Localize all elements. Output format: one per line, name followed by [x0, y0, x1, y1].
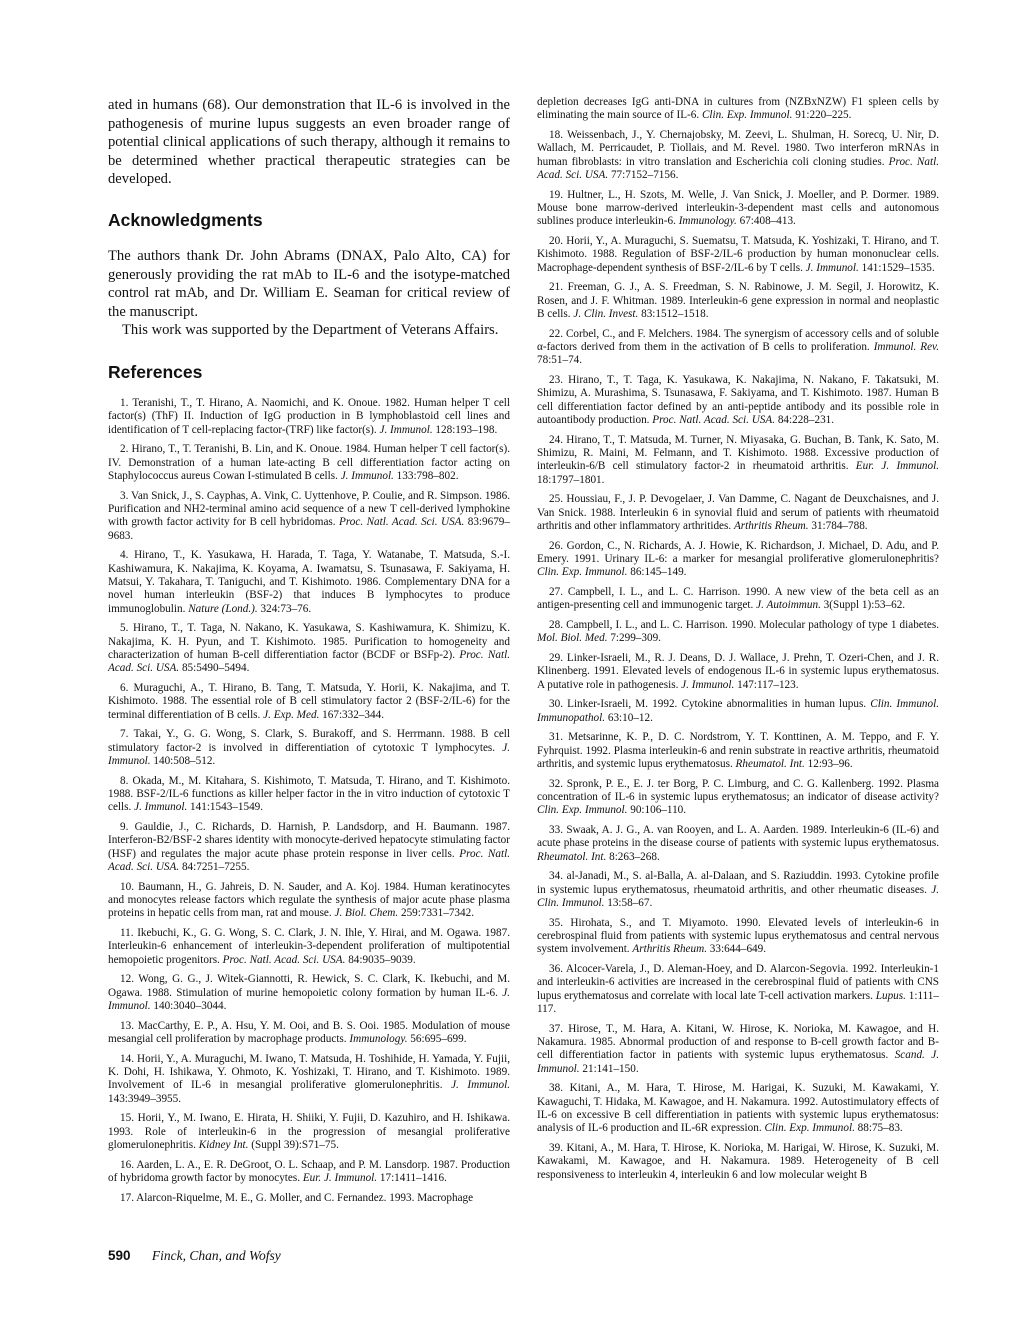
reference-entry — [108, 443, 510, 483]
reference-citation: 84:7251–7255. — [179, 860, 250, 873]
reference-text: 7. Takai, Y., G. G. Wong, S. Clark, S. Burakoff, and S. Herrmann. 1988. B cell stimulatory factor-2 is involved in differentiation of cytotoxic T lymphocytes. — [108, 728, 510, 754]
reference-journal: Clin. Immunol. Immunopathol. — [537, 698, 940, 724]
reference-entry — [537, 698, 939, 725]
reference-entry — [537, 778, 939, 818]
reference-journal: Proc. Natl. Acad. Sci. USA. — [222, 953, 346, 966]
reference-journal: Proc. Natl. Acad. Sci. USA. — [108, 648, 510, 675]
reference-citation: 33:644–649. — [707, 943, 767, 956]
reference-journal: J. Immunol. — [108, 741, 510, 767]
reference-journal: J. Immunol. — [451, 1079, 510, 1092]
reference-entry — [537, 189, 939, 229]
reference-text: 5. Hirano, T., T. Taga, N. Nakano, K. Yasukawa, S. Kashiwamura, K. Shimizu, K. Nakajima, K. H. Pyun, and T. Kishimoto. 1985. Purification to homogeneity and characterization of human B-cell differentiation factor (BCDF or BSFp-2). — [108, 622, 510, 661]
reference-text: 19. Hultner, L., H. Szots, M. Welle, J. Van Snick, J. Moeller, and P. Dormer. 1989. Mouse bone marrow-derived interleukin-3-dependent mast cells and autonomous sublines produce interleukin-6. — [537, 188, 939, 228]
reference-citation: 3(Suppl 1):53–62. — [820, 599, 906, 612]
reference-text: 12. Wong, G. G., J. Witek-Giannotti, R. Hewick, S. C. Clark, K. Ikebuchi, and M. Ogawa. 1988. Stimulation of murine hemopoietic colony formation by human IL-6. — [108, 973, 510, 999]
reference-citation: 63:10–12. — [605, 711, 653, 724]
reference-journal: J. Immunol. — [805, 261, 859, 274]
reference-entry — [537, 824, 939, 864]
reference-text: 25. Houssiau, F., J. P. Devogelaer, J. Van Damme, C. Nagant de Deuxchaisnes, and J. Van Snick. 1988. Interleukin 6 in synovial fluid and serum of patients with rheumatoid arthritis and other inflammatory arthritides. — [537, 493, 939, 532]
reference-citation: 18:1797–1801. — [537, 473, 605, 486]
reference-journal: Kidney Int. — [198, 1138, 249, 1151]
reference-citation: 167:332–344. — [319, 708, 385, 721]
reference-journal: J. Immunol. — [681, 678, 735, 691]
reference-text: 15. Horii, Y., M. Iwano, E. Hirata, H. Shiiki, Y. Fujii, D. Kazuhiro, and H. Ishikawa. 1993. Role of interleukin-6 in the progression of mesangial proliferative glomerulonephritis. — [108, 1112, 510, 1151]
reference-text: 29. Linker-Israeli, M., R. J. Deans, D. J. Wallace, J. Prehn, T. Ozeri-Chen, and J. R. Klinenberg. 1991. Elevated levels of endogenous IL-6 in systemic lupus erythematosus. A putative role in pathogenesis. — [537, 651, 939, 691]
reference-journal: Immunology. — [678, 215, 737, 228]
reference-journal: J. Exp. Med. — [263, 708, 320, 721]
reference-citation: 8:263–268. — [606, 850, 660, 863]
reference-citation: 133:798–802. — [393, 469, 459, 482]
reference-citation: 91:220–225. — [792, 109, 852, 122]
reference-entry — [537, 731, 939, 771]
reference-journal: Scand. J. Immunol. — [537, 1049, 939, 1075]
reference-journal: Proc. Natl. Acad. Sci. USA. — [652, 414, 776, 426]
reference-citation: 147:117–123. — [734, 678, 799, 691]
reference-journal: Immunology. — [349, 1032, 408, 1045]
reference-text: 24. Hirano, T., T. Matsuda, M. Turner, N. Miyasaka, G. Buchan, B. Tank, K. Sato, M. Shimizu, R. Maini, M. Felmann, and T. Kishimoto. 1988. Excessive production of interleukin-6/B cell stimulatory factor-2 in rheumatoid arthritis. — [537, 433, 939, 473]
reference-text: 22. Corbel, C., and F. Melchers. 1984. The synergism of accessory cells and of soluble α-factors derived from them in the activation of B cells to proliferation. — [537, 327, 939, 353]
reference-journal: Arthritis Rheum. — [733, 520, 809, 532]
reference-citation: 141:1543–1549. — [187, 801, 264, 814]
reference-journal: J. Immunol. — [134, 801, 188, 814]
page-footer — [108, 1248, 281, 1264]
reference-text: 6. Muraguchi, A., T. Hirano, B. Tang, T. Matsuda, Y. Horii, K. Nakajima, and T. Kishimoto. 1988. The essential role of B cell stimulatory factor 2 (BSF-2/IL-6) for the terminal differentiation of B cells. — [108, 681, 510, 721]
reference-text: 37. Hirose, T., M. Hara, A. Kitani, W. Hirose, K. Norioka, M. Kawagoe, and H. Nakamura. 1985. Abnormal production of and response to B-cell growth factor and B-cell differentiation factor in patients with systemic lupus erythematosus. — [537, 1022, 939, 1062]
reference-citation: 21:141–150. — [579, 1062, 639, 1075]
reference-citation: 259:7331–7342. — [398, 907, 475, 920]
reference-entry — [108, 1112, 510, 1152]
reference-citation: 83:9679–9683. — [108, 516, 510, 542]
reference-entry — [537, 963, 939, 1016]
reference-journal: J. Clin. Immunol. — [537, 883, 939, 909]
reference-entry — [108, 728, 510, 768]
reference-entry — [537, 1142, 939, 1182]
reference-entry — [537, 328, 939, 368]
reference-citation: 324:73–76. — [257, 602, 312, 615]
reference-entry — [108, 1192, 510, 1205]
reference-list-left — [108, 397, 510, 1205]
reference-citation: 90:106–110. — [627, 804, 687, 817]
reference-entry — [108, 549, 510, 616]
reference-entry — [108, 1159, 510, 1186]
reference-citation: 141:1529–1535. — [858, 261, 935, 274]
reference-text: 1. Teranishi, T., T. Hirano, A. Naomichi, and K. Onoue. 1982. Human helper T cell factor(s) (ThF) II. Induction of IgG production in B lymphoblastoid cell lines and identification of T cell-replacing factor-(TRF) like factor(s). — [108, 396, 510, 436]
reference-text: 17. Alarcon-Riquelme, M. E., G. Moller, and C. Fernandez. 1993. Macrophage — [120, 1191, 474, 1204]
reference-journal: Arthritis Rheum. — [632, 943, 707, 956]
reference-citation: 77:7152–7156. — [608, 169, 679, 182]
reference-citation: 140:508–512. — [150, 754, 216, 767]
reference-journal: Proc. Natl. Acad. Sci. USA. — [537, 155, 939, 182]
reference-journal: Clin. Exp. Immunol. — [764, 1122, 855, 1135]
reference-text: 30. Linker-Israeli, M. 1992. Cytokine abnormalities in human lupus. — [549, 698, 871, 711]
reference-entry — [537, 129, 939, 182]
reference-entry — [537, 917, 939, 957]
reference-citation: 88:75–83. — [854, 1122, 903, 1135]
reference-entry — [537, 1023, 939, 1076]
reference-journal: J. Clin. Invest. — [573, 308, 639, 320]
reference-text: 8. Okada, M., M. Kitahara, S. Kishimoto, T. Matsuda, T. Hirano, and T. Kishimoto. 1988. BSF-2/IL-6 functions as killer helper factor in the in vitro induction of cytotoxic T cells. — [108, 774, 510, 814]
reference-entry — [537, 96, 939, 123]
reference-journal: J. Immunol. — [340, 469, 394, 482]
reference-entry — [537, 493, 939, 533]
reference-citation: 56:695–699. — [407, 1032, 467, 1045]
reference-text: 38. Kitani, A., M. Hara, T. Hirose, M. Harigai, K. Suzuki, M. Kawakami, Y. Kawaguchi, T. Hidaka, M. Kawagoe, and H. Nakamura. 1992. Autostimulatory effects of IL-6 on excessive B cell differentiation in patients with systemic lupus erythematosus: analysis of IL-6 production and IL-6R expression. — [537, 1082, 939, 1135]
reference-text: 20. Horii, Y., A. Muraguchi, S. Suematsu, T. Matsuda, K. Yoshizaki, T. Hirano, and T. Kishimoto. 1988. Regulation of BSF-2/IL-6 production by human mononuclear cells. Macrophage-dependent synthesis of BSF-2/IL-6 by T cells. — [537, 234, 939, 274]
reference-entry — [108, 490, 510, 543]
reference-citation: 128:193–198. — [432, 423, 498, 436]
reference-journal: Rheumatol. Int. — [537, 850, 607, 863]
reference-citation: 84:228–231. — [775, 414, 835, 426]
acknowledgments-heading: Acknowledgments — [108, 209, 263, 230]
reference-text: 21. Freeman, G. J., A. S. Freedman, S. N. Rabinowe, J. M. Segil, J. Horowitz, K. Rosen, and J. F. Whitman. 1989. Interleukin-6 gene expression in normal and neoplastic B cells. — [537, 281, 939, 320]
reference-text: 13. MacCarthy, E. P., A. Hsu, Y. M. Ooi, and B. S. Ooi. 1985. Modulation of mouse mesangial cell proliferation by macrophage products. — [108, 1019, 510, 1045]
reference-entry — [108, 881, 510, 921]
reference-entry — [108, 821, 510, 874]
reference-entry — [537, 652, 939, 692]
reference-text: 10. Baumann, H., G. Jahreis, D. N. Sauder, and A. Koj. 1984. Human keratinocytes and monocytes release factors which regulate the synthesis of major acute phase plasma proteins in hepatic cells from man, rat and mouse. — [108, 880, 510, 920]
reference-journal: Nature (Lond.). — [188, 602, 258, 615]
reference-citation: 31:784–788. — [808, 520, 868, 532]
reference-journal: Clin. Exp. Immunol. — [701, 109, 793, 122]
reference-entry — [108, 622, 510, 675]
reference-citation: 67:408–413. — [736, 215, 796, 228]
reference-text: 9. Gauldie, J., C. Richards, D. Harnish, P. Landsdorp, and H. Baumann. 1987. Interferon-B2/BSF-2 shares identity with monocyte-derived hepatocyte stimulating factor (HSF) and regulates the major acute phase protein response in liver cells. — [108, 820, 510, 860]
reference-entry — [108, 927, 510, 967]
reference-text: 32. Spronk, P. E., E. J. ter Borg, P. C. Limburg, and C. G. Kallenberg. 1992. Plasma concentration of IL-6 in systemic lupus erythematosus; an indicator of disease activity? — [537, 777, 939, 803]
references-heading: References — [108, 361, 203, 382]
reference-journal: Clin. Exp. Immunol. — [537, 566, 628, 579]
running-head: Finck, Chan, and Wofsy — [151, 1248, 281, 1263]
reference-entry — [537, 586, 939, 613]
reference-journal: J. Immunol. — [108, 986, 510, 1012]
reference-text: 28. Campbell, I. L., and L. C. Harrison. 1990. Molecular pathology of type 1 diabetes. — [549, 618, 939, 631]
reference-text: 11. Ikebuchi, K., G. G. Wong, S. C. Clark, J. N. Ihle, Y. Hirai, and M. Ogawa. 1987. Interleukin-6 enhancement of interleukin-3-dependent proliferation of multipotential hemopoietic progenitors. — [108, 926, 510, 966]
reference-text: 36. Alcocer-Varela, J., D. Aleman-Hoey, and D. Alarcon-Segovia. 1992. Interleukin-1 and interleukin-6 activities are increased in the cerebrospinal fluid of patients with CNS lupus erythematosus and correlate with local late T-cell activation markers. — [537, 962, 939, 1002]
reference-journal: J. Biol. Chem. — [334, 907, 399, 920]
reference-citation: 7:299–309. — [607, 632, 661, 645]
reference-citation: 12:93–96. — [804, 757, 853, 770]
reference-text: 2. Hirano, T., T. Teranishi, B. Lin, and K. Onoue. 1984. Human helper T cell factor(s). IV. Demonstration of a human late-acting B cell differentiation factor acting on Staphylococcus aureus Cowan I-stimulated B cells. — [108, 443, 510, 482]
reference-citation: 84:9035–9039. — [345, 953, 416, 966]
reference-citation: 85:5490–5494. — [179, 662, 250, 675]
reference-citation: 83:1512–1518. — [638, 308, 709, 320]
reference-entry — [537, 540, 939, 580]
reference-text: 33. Swaak, A. J. G., A. van Rooyen, and L. A. Aarden. 1989. Interleukin-6 (IL-6) and acute phase proteins in the disease course of patients with systemic lupus erythematosus. — [537, 823, 939, 850]
reference-text: 35. Hirohata, S., and T. Miyamoto. 1990. Elevated levels of interleukin-6 in cerebrospinal fluid from patients with systemic lupus erythematosus and central nervous system involvement. — [537, 916, 939, 956]
reference-text: depletion decreases IgG anti-DNA in cultures from (NZBxNZW) F1 spleen cells by eliminating the main source of IL-6. — [537, 96, 939, 122]
reference-citation: 86:145–149. — [627, 566, 687, 579]
reference-text: 14. Horii, Y., A. Muraguchi, M. Iwano, T. Matsuda, H. Toshihide, H. Yamada, Y. Fujii, K. Dohi, H. Ishikawa, Y. Ohmoto, K. Yoshizaki, T. Hirano, and T. Kishimoto. 1989. Involvement of IL-6 in mesangial proliferative glomerulonephritis. — [108, 1052, 510, 1092]
reference-citation: 143:3949–3955. — [108, 1092, 182, 1105]
reference-entry — [537, 1082, 939, 1135]
reference-citation: (Suppl 39):S71–75. — [248, 1138, 339, 1151]
reference-journal: Eur. J. Immunol. — [302, 1171, 378, 1184]
reference-journal: Lupus. — [875, 989, 906, 1002]
reference-journal: Proc. Natl. Acad. Sci. USA. — [339, 516, 465, 529]
left-column — [108, 96, 510, 1211]
reference-citation: 17:1411–1416. — [377, 1171, 447, 1184]
acknowledgments-paragraph: The authors thank Dr. John Abrams (DNAX, Palo Alto, CA) for generously providing the rat mAb to IL-6 and the isotype-matched control rat mAb, and Dr. William E. Seaman for critical review of the manuscript. — [108, 247, 510, 320]
reference-entry — [108, 973, 510, 1013]
reference-citation: 1:111–117. — [537, 989, 939, 1015]
reference-journal: J. Immunol. — [379, 423, 433, 436]
reference-journal: Clin. Exp. Immunol. — [537, 804, 628, 817]
reference-text: 3. Van Snick, J., S. Cayphas, A. Vink, C. Uyttenhove, P. Coulie, and R. Simpson. 1986. Purification and NH2-terminal amino acid sequence of a new T cell-derived lymphokine with growth factor activity for B cell hybridomas. — [108, 489, 510, 529]
reference-entry — [537, 619, 939, 646]
reference-journal: Proc. Natl. Acad. Sci. USA. — [108, 847, 510, 873]
funding-paragraph: This work was supported by the Department of Veterans Affairs. — [122, 322, 499, 339]
reference-journal: Rheumatol. Int. — [735, 757, 805, 770]
reference-text: 18. Weissenbach, J., Y. Chernajobsky, M. Zeevi, L. Shulman, H. Sorecq, U. Nir, D. Wallach, M. Perricaudet, P. Tiollais, and M. Revel. 1980. Two interferon mRNAs in human fibroblasts: in vitro translation and Escherichia coli cloning studies. — [537, 128, 939, 168]
reference-entry — [108, 682, 510, 722]
reference-journal: Eur. J. Immunol. — [855, 460, 940, 473]
reference-entry — [537, 235, 939, 275]
reference-text: 34. al-Janadi, M., S. al-Balla, A. al-Dalaan, and S. Raziuddin. 1993. Cytokine profile in systemic lupus erythematosus, rheumatoid arthritis, and other rheumatic diseases. — [537, 870, 939, 896]
intro-paragraph: ated in humans (68). Our demonstration that IL-6 is involved in the pathogenesis of murine lupus suggests an even broader range of potential clinical applications of such therapy, although it remains to be determined whether practical therapeutic strategies can be developed. — [108, 97, 510, 188]
reference-entry — [537, 281, 939, 321]
reference-citation: 140:3040–3044. — [150, 999, 227, 1012]
reference-text: 23. Hirano, T., T. Taga, K. Yasukawa, K. Nakajima, N. Nakano, F. Takatsuki, M. Shimizu, A. Murashima, S. Tsunasawa, F. Sakiyama, and T. Kishimoto. 1987. Human B cell differentiation factor defined by an anti-peptide antibody and its possible role in autoantibody production. — [537, 373, 939, 426]
reference-journal: Immunol. Rev. — [873, 340, 939, 353]
reference-entry — [108, 775, 510, 815]
reference-journal: Mol. Biol. Med. — [537, 632, 608, 645]
reference-text: 16. Aarden, L. A., E. R. DeGroot, O. L. Schaap, and P. M. Lansdorp. 1987. Production of hybridoma growth factor by monocytes. — [108, 1158, 510, 1184]
reference-entry — [108, 1020, 510, 1047]
right-column — [537, 96, 939, 1188]
reference-entry — [537, 870, 939, 910]
reference-text: 31. Metsarinne, K. P., D. C. Nordstrom, Y. T. Konttinen, A. M. Teppo, and F. Y. Fyhrquist. 1992. Plasma interleukin-6 and renin substrate in reactive arthritis, rheumatoid arthritis, and systemic lupus erythematosus. — [537, 731, 939, 770]
page-number: 590 — [108, 1248, 131, 1263]
reference-journal: J. Autoimmun. — [756, 599, 821, 612]
reference-text: 39. Kitani, A., M. Hara, T. Hirose, K. Norioka, M. Harigai, W. Hirose, K. Suzuki, M. Kawakami, M. Kawagoe, and H. Nakamura. 1989. Heterogeneity of B cell responsiveness to interleukin 4, interleukin 6 and low molecular weight B — [537, 1141, 939, 1181]
reference-entry — [108, 397, 510, 437]
reference-list-right — [537, 96, 939, 1182]
reference-text: 26. Gordon, C., N. Richards, A. J. Howie, K. Richardson, J. Michael, D. Adu, and P. Emery. 1991. Urinary IL-6: a marker for mesangial proliferative glomerulonephritis? — [537, 539, 939, 565]
reference-entry — [537, 434, 939, 487]
reference-text: 4. Hirano, T., K. Yasukawa, H. Harada, T. Taga, Y. Watanabe, T. Matsuda, S.-I. Kashiwamura, K. Nakajima, K. Koyama, A. Iwamatsu, S. Tsunasawa, F. Sakiyama, H. Matsui, Y. Takahara, T. Taniguchi, and T. Kishimoto. 1986. Complementary DNA for a novel human interleukin (BSF-2) that induces B lymphocytes to produce immunoglobulin. — [108, 549, 510, 615]
reference-text: 27. Campbell, I. L., and L. C. Harrison. 1990. A new view of the beta cell as an antigen-presenting cell and immunogenic target. — [537, 585, 939, 612]
reference-citation: 78:51–74. — [537, 354, 583, 367]
reference-entry — [108, 1053, 510, 1106]
reference-citation: 13:58–67. — [604, 896, 653, 909]
reference-entry — [537, 374, 939, 427]
